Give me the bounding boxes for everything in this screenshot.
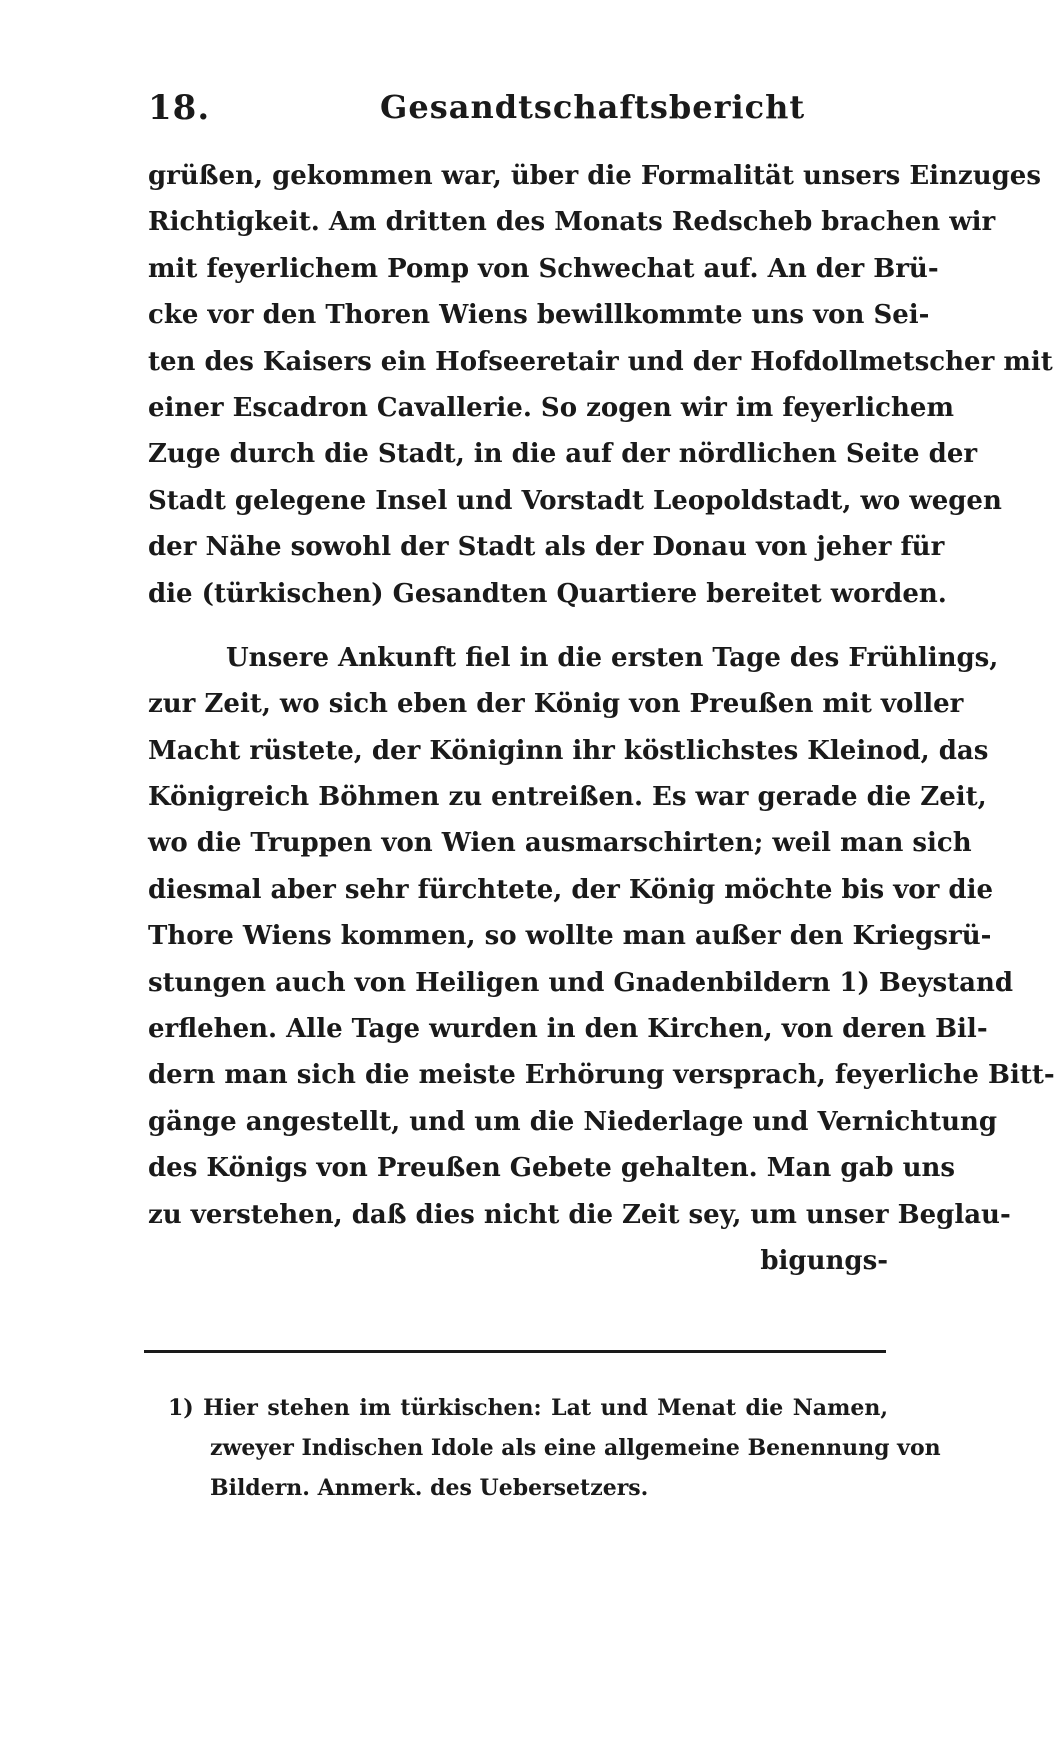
page-header <box>148 88 888 138</box>
paragraph-1 <box>148 153 1053 617</box>
text-line: Unsere Ankunft fiel in die ersten Tage des Frühlings, <box>226 642 999 673</box>
text-line: erflehen. Alle Tage wurden in den Kirchen, von deren Bil- <box>148 1014 988 1045</box>
text-line: die (türkischen) Gesandten Quartiere bereitet worden. <box>148 578 947 609</box>
text-line: Zuge durch die Stadt, in die auf der nördlichen Seite der <box>148 439 978 470</box>
text-line: Stadt gelegene Insel und Vorstadt Leopoldstadt, wo wegen <box>148 485 1002 516</box>
paragraph-spacer <box>148 617 888 635</box>
text-line: Königreich Böhmen zu entreißen. Es war gerade die Zeit, <box>148 782 987 813</box>
text-line: ten des Kaisers ein Hofseeretair und der Hofdollmetscher mit <box>148 346 1053 377</box>
text-line: mit feyerlichem Pomp von Schwechat auf. An der Brü- <box>148 253 939 284</box>
footnote-line: zweyer Indischen Idole als eine allgemeine Benennung von <box>210 1435 941 1461</box>
footnote-line: 1) Hier stehen im türkischen: Lat und Menat die Namen, <box>168 1395 888 1421</box>
text-line: zur Zeit, wo sich eben der König von Preußen mit voller <box>148 689 964 720</box>
footnote-line: Bildern. Anmerk. des Uebersetzers. <box>210 1475 649 1501</box>
text-line: des Königs von Preußen Gebete gehalten. Man gab uns <box>148 1153 956 1184</box>
text-line: stungen auch von Heiligen und Gnadenbildern 1) Beystand <box>148 967 1014 998</box>
main-text <box>148 153 1055 1284</box>
text-line: gänge angestellt, und um die Niederlage und Vernichtung <box>148 1106 998 1137</box>
paragraph-2 <box>148 635 1055 1238</box>
footnote <box>168 1388 941 1508</box>
text-line: einer Escadron Cavallerie. So zogen wir im feyerlichem <box>148 392 954 423</box>
text-line: der Nähe sowohl der Stadt als der Donau von jeher für <box>148 532 945 563</box>
text-line: zu verstehen, daß dies nicht die Zeit sey, um unser Beglau- <box>148 1199 1011 1230</box>
page-number: 18. <box>148 88 211 128</box>
text-line: diesmal aber sehr fürchtete, der König möchte bis vor die <box>148 874 993 905</box>
running-title: Gesandtschaftsbericht <box>380 88 806 126</box>
text-line: Richtigkeit. Am dritten des Monats Redscheb brachen wir <box>148 207 996 238</box>
text-line: cke vor den Thoren Wiens bewillkommte uns von Sei- <box>148 300 930 331</box>
text-line: grüßen, gekommen war, über die Formalität unsers Einzuges <box>148 161 1041 191</box>
footnote-separator <box>144 1350 886 1353</box>
catchword: bigungs- <box>760 1245 888 1276</box>
text-line: Thore Wiens kommen, so wollte man außer den Kriegsrü- <box>148 921 992 952</box>
text-line: Macht rüstete, der Königinn ihr köstlichstes Kleinod, das <box>148 735 989 766</box>
text-line: dern man sich die meiste Erhörung versprach, feyerliche Bitt- <box>148 1060 1055 1091</box>
text-line: wo die Truppen von Wien ausmarschirten; weil man sich <box>148 828 972 859</box>
